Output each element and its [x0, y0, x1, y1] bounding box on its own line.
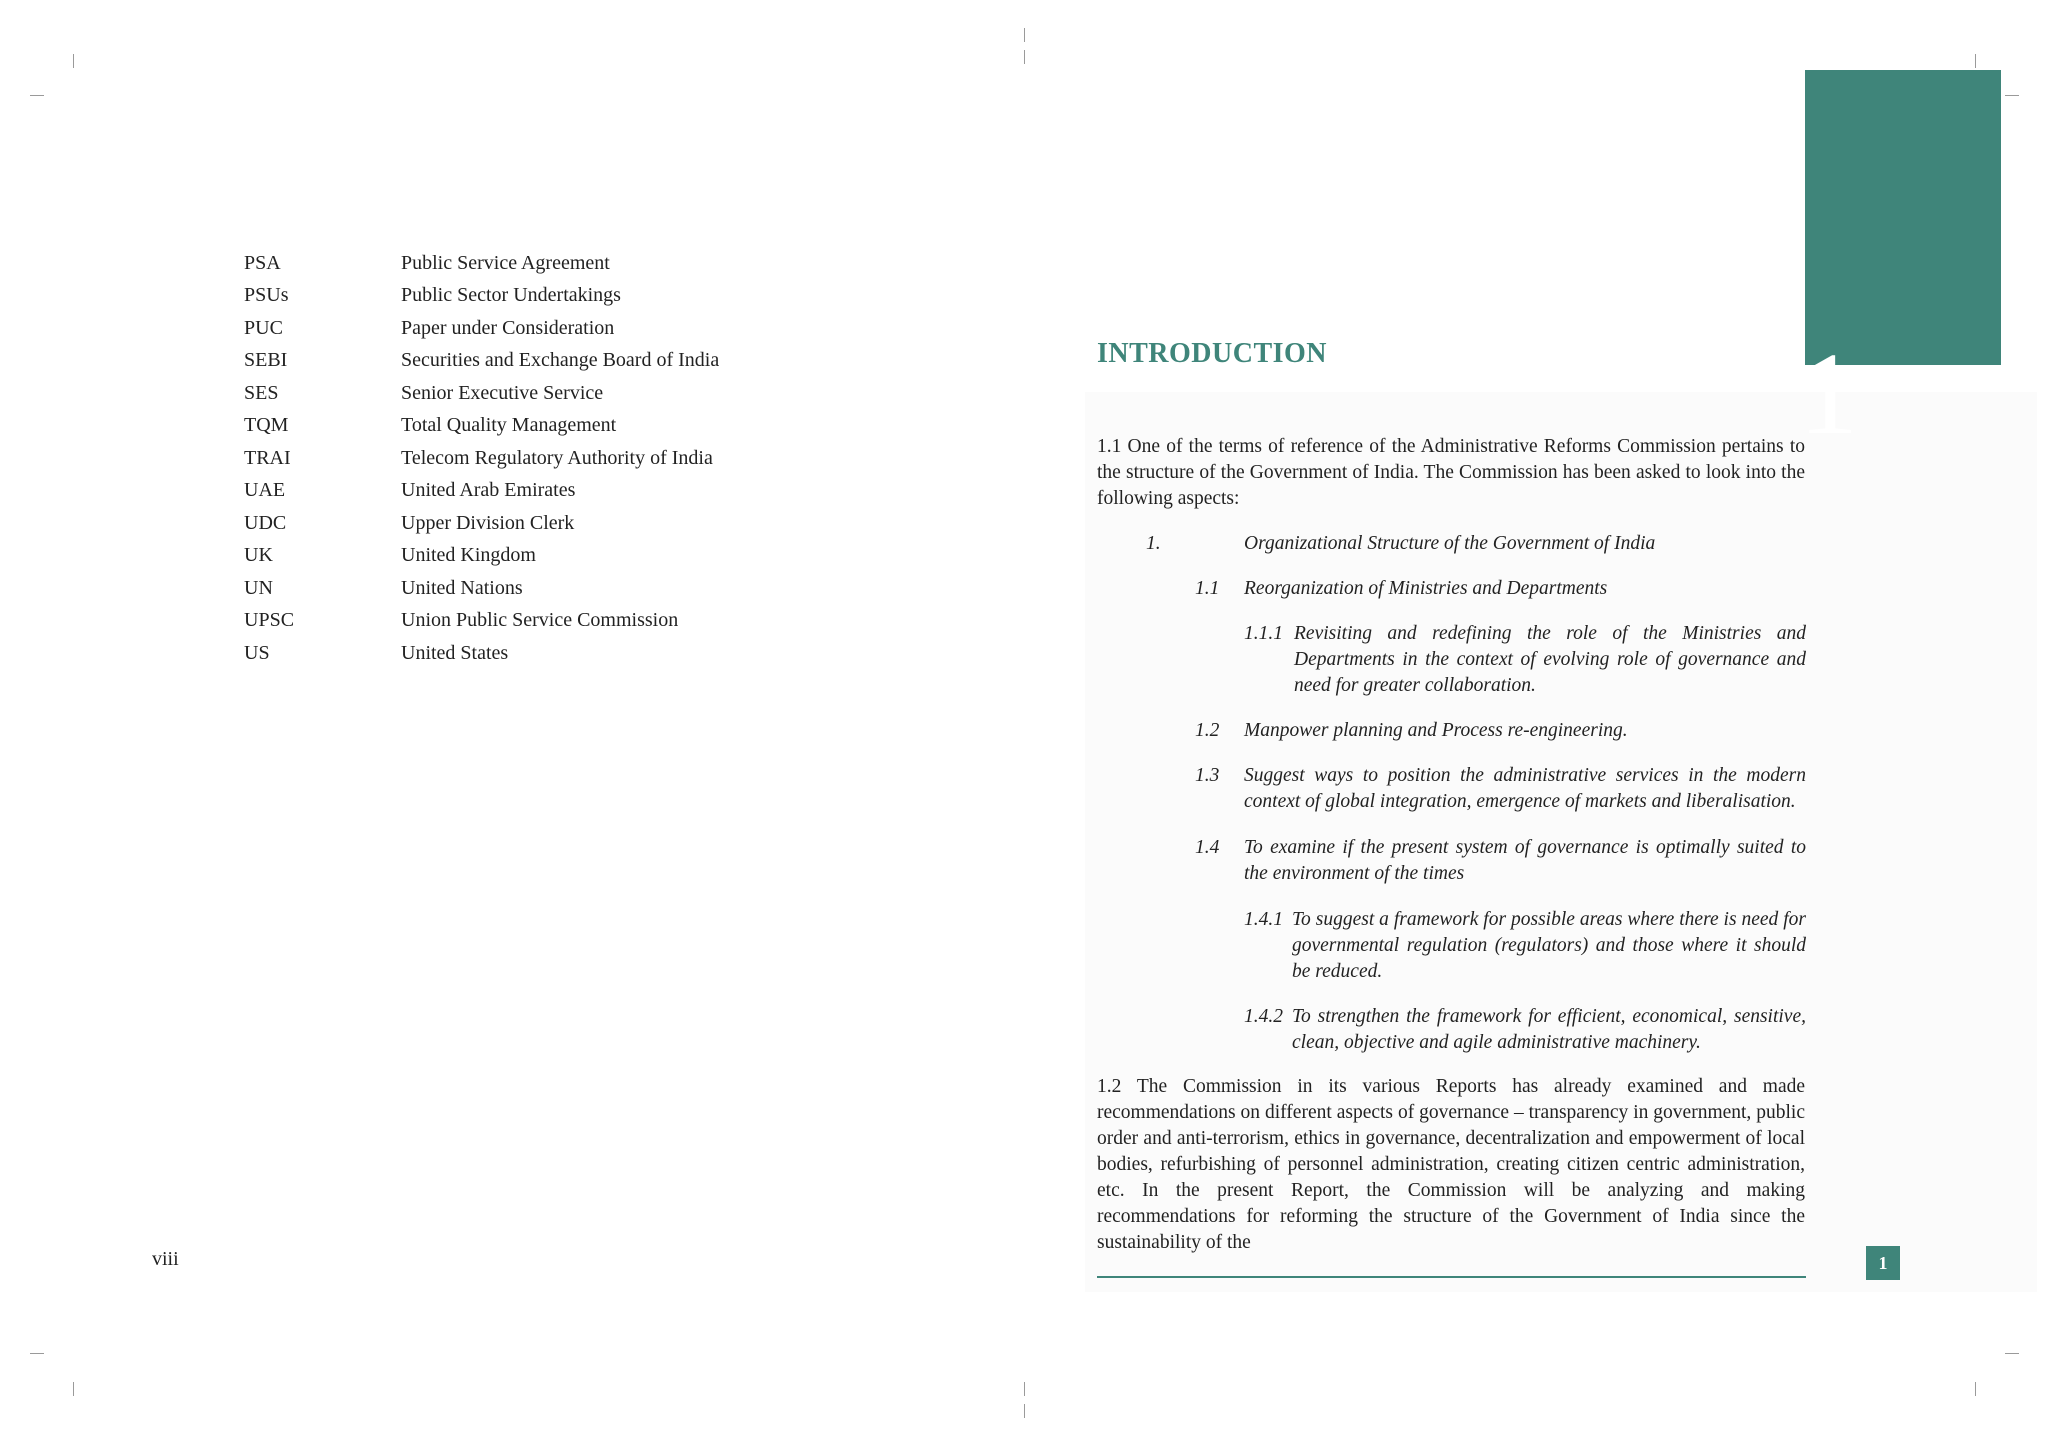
abbreviation-row	[244, 605, 804, 638]
aspect-item-number: 1.1	[1195, 578, 1220, 599]
abbreviation-code: UAE	[244, 479, 286, 502]
aspect-item-number: 1.2	[1195, 720, 1220, 741]
aspect-item	[1195, 763, 1806, 815]
aspect-item-number: 1.1.1	[1244, 623, 1283, 644]
aspect-item-text: To suggest a framework for possible areas where there is need for governmental regulation (regulators) and those where it should be reduced.	[1292, 909, 1806, 982]
aspect-item	[1244, 621, 1806, 699]
crop-mark	[73, 1382, 74, 1396]
aspect-item-number: 1.4.2	[1244, 1006, 1283, 1027]
aspect-item	[1195, 718, 1806, 744]
abbreviation-row	[244, 637, 804, 670]
crop-mark	[1975, 54, 1976, 68]
abbreviation-row	[244, 345, 804, 378]
paragraph-1-1: 1.1 One of the terms of reference of the Administrative Reforms Commission pertains to the structure of the Government of India. The Commission has been asked to look into the following aspects:	[1097, 436, 1805, 509]
aspect-item-text: Revisiting and redefining the role of the Ministries and Departments in the context of evolving role of governance and need for greater collaboration.	[1294, 623, 1806, 696]
chapter-number: 1	[1799, 328, 1858, 459]
abbreviation-code: UPSC	[244, 609, 295, 632]
aspect-item	[1244, 907, 1806, 985]
crop-mark	[1024, 1404, 1025, 1418]
abbreviation-meaning: Union Public Service Commission	[401, 609, 679, 632]
crop-mark	[30, 95, 44, 96]
aspect-item	[1195, 576, 1806, 602]
crop-mark	[2005, 1353, 2019, 1354]
abbreviation-meaning: Paper under Consideration	[401, 316, 615, 339]
abbreviation-meaning: United Arab Emirates	[401, 479, 576, 502]
crop-mark	[73, 54, 74, 68]
abbreviation-row	[244, 280, 804, 313]
abbreviation-code: UN	[244, 576, 273, 599]
abbreviation-code: PUC	[244, 316, 283, 339]
abbreviation-meaning: United Nations	[401, 576, 523, 599]
aspect-item-number: 1.4.1	[1244, 909, 1283, 930]
abbreviation-meaning: Upper Division Clerk	[401, 511, 575, 534]
abbreviation-code: PSA	[244, 251, 281, 274]
paragraph-1-2: 1.2 The Commission in its various Reports has already examined and made recommendations on different aspects of governance – transparency in government, public order and anti-terrorism, ethics in governance, decentralization and empowerment of local bodies, refurbishing of personnel administration, creating citizen centric administration, etc. In the present Report, the Commission will be analyzing and making recommendations for reforming the structure of the Government of India since the sustainability of the	[1097, 1076, 1805, 1253]
aspect-item-text: Organizational Structure of the Government of India	[1244, 533, 1656, 554]
abbreviation-meaning: Telecom Regulatory Authority of India	[401, 446, 713, 469]
page-number-right: 1	[1866, 1246, 1900, 1280]
crop-mark	[1024, 28, 1025, 42]
abbreviation-code: TQM	[244, 414, 289, 437]
aspect-item	[1146, 531, 1806, 557]
aspect-item	[1195, 835, 1806, 887]
aspect-item-number: 1.3	[1195, 765, 1220, 786]
crop-mark	[1024, 1382, 1025, 1396]
abbreviation-code: PSUs	[244, 284, 289, 307]
abbreviation-meaning: Senior Executive Service	[401, 381, 604, 404]
crop-mark	[1024, 50, 1025, 64]
aspect-item-text: Suggest ways to position the administrative services in the modern context of global integration, emergence of markets and liberalisation.	[1244, 765, 1806, 812]
abbreviations-list	[244, 247, 804, 670]
aspect-item-text: Manpower planning and Process re-engineering.	[1244, 720, 1628, 741]
aspect-item-text: Reorganization of Ministries and Departments	[1244, 578, 1608, 599]
abbreviation-meaning: Total Quality Management	[401, 414, 617, 437]
bottom-rule	[1097, 1276, 1806, 1278]
abbreviation-row	[244, 442, 804, 475]
aspect-item-number: 1.	[1146, 533, 1161, 554]
abbreviation-meaning: Securities and Exchange Board of India	[401, 349, 720, 372]
abbreviation-meaning: United Kingdom	[401, 544, 536, 567]
abbreviation-row	[244, 312, 804, 345]
abbreviation-row	[244, 540, 804, 573]
abbreviation-meaning: United States	[401, 641, 509, 664]
abbreviation-code: TRAI	[244, 446, 291, 469]
abbreviation-code: UDC	[244, 511, 287, 534]
abbreviation-meaning: Public Service Agreement	[401, 251, 610, 274]
abbreviation-row	[244, 410, 804, 443]
abbreviation-code: US	[244, 641, 270, 664]
chapter-tab	[1799, 70, 2001, 459]
abbreviation-code: SES	[244, 381, 279, 404]
chapter-title: INTRODUCTION	[1097, 338, 1328, 369]
crop-mark	[30, 1353, 44, 1354]
abbreviation-meaning: Public Sector Undertakings	[401, 284, 621, 307]
abbreviation-code: UK	[244, 544, 273, 567]
aspect-item-number: 1.4	[1195, 837, 1220, 858]
abbreviation-code: SEBI	[244, 349, 288, 372]
abbreviation-row	[244, 572, 804, 605]
aspect-item	[1244, 1004, 1806, 1056]
abbreviation-row	[244, 507, 804, 540]
page-number-left: viii	[152, 1248, 179, 1270]
abbreviation-row	[244, 475, 804, 508]
aspect-item-text: To strengthen the framework for efficient, economical, sensitive, clean, objective and agile administrative machinery.	[1292, 1006, 1806, 1053]
abbreviation-row	[244, 247, 804, 280]
crop-mark	[2005, 95, 2019, 96]
aspect-item-text: To examine if the present system of governance is optimally suited to the environment of the times	[1244, 837, 1806, 884]
abbreviation-row	[244, 377, 804, 410]
crop-mark	[1975, 1382, 1976, 1396]
